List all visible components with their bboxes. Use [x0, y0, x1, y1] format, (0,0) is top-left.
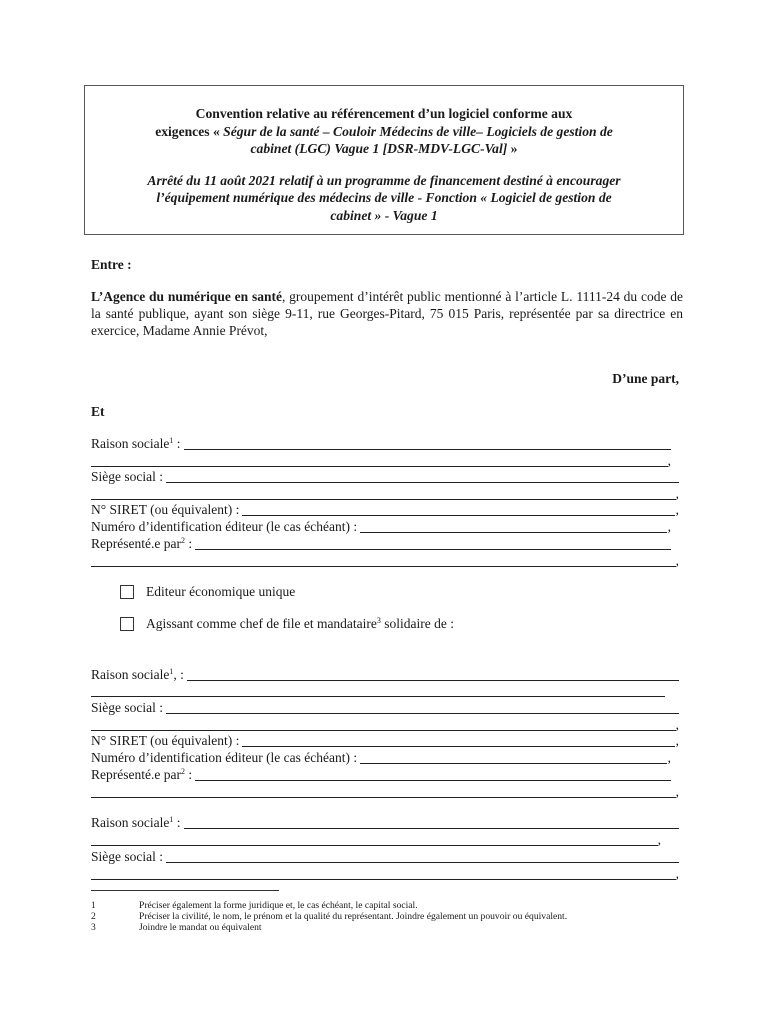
raison-sociale-continuation[interactable]: , [91, 452, 671, 469]
represente-field[interactable]: Représenté.e par$^2$ : [91, 535, 671, 552]
raison-sociale-field[interactable]: Raison sociale$^1$ : [91, 435, 671, 452]
title-line-2: exigences « Ségur de la santé – Couloir Médecins de ville– Logiciels de gestion de [155, 123, 613, 139]
editeur-unique-label: Editeur économique unique [146, 583, 296, 599]
raison-sociale-3-continuation[interactable]: , [91, 831, 661, 848]
represente-2-continuation[interactable]: , [91, 783, 679, 800]
arrete-line-3: cabinet » - Vague 1 [330, 207, 438, 223]
siege-social-2-field[interactable]: Siège social : [91, 699, 679, 716]
chef-de-file-checkbox[interactable] [120, 617, 134, 631]
footnote-1: 1 Préciser également la forme juridique et, le cas échéant, le capital social. [91, 900, 418, 911]
editeur-unique-checkbox[interactable] [120, 585, 134, 599]
represente-2-field[interactable]: Représenté.e par$^2$ : [91, 766, 671, 783]
arrete-line-2: l’équipement numérique des médecins de ville - Fonction « Logiciel de gestion de [156, 190, 612, 205]
footnote-separator [91, 890, 279, 891]
siret-field[interactable]: N° SIRET (ou équivalent) : , [91, 502, 679, 517]
represente-continuation[interactable]: , [91, 552, 679, 569]
siege-social-2-continuation[interactable]: , [91, 716, 679, 733]
chef-de-file-option[interactable] [120, 615, 454, 632]
raison-sociale-2-continuation[interactable] [91, 682, 665, 699]
agence-text: , groupement d’intérêt public mentionné à l’article L. 1111-24 du code de la santé publique, ayant son siège 9-11, rue Georges-Pitard, 75 015 Paris, représentée par sa directrice en exercice, Madame Annie Prévot, [91, 289, 683, 338]
agence-paragraph [91, 288, 683, 339]
et-label: Et [91, 404, 105, 419]
siret-2-field[interactable]: N° SIRET (ou équivalent) : , [91, 733, 679, 748]
agence-name: L’Agence du numérique en santé [91, 289, 282, 304]
footnote-2: 2 Préciser la civilité, le nom, le prénom et la qualité du représentant. Joindre également un pouvoir ou équivalent. [91, 911, 568, 922]
title-line-3: cabinet (LGC) Vague 1 [DSR-MDV-LGC-Val] » [250, 141, 518, 156]
d-une-part: D’une part, [612, 371, 679, 386]
raison-sociale-3-field[interactable]: Raison sociale$^1$ : [91, 814, 679, 831]
raison-sociale-2-field[interactable]: Raison sociale$^1$, : [91, 666, 679, 683]
siege-social-field[interactable]: Siège social : [91, 468, 679, 485]
title-text [99, 105, 669, 224]
title-box [84, 85, 684, 235]
numero-editeur-2-field[interactable]: Numéro d’identification éditeur (le cas échéant) : , [91, 750, 671, 765]
entre-label: Entre : [91, 257, 132, 272]
siege-social-continuation[interactable]: , [91, 485, 679, 502]
siege-social-3-field[interactable]: Siège social : [91, 848, 679, 865]
numero-editeur-field[interactable]: Numéro d’identification éditeur (le cas échéant) : , [91, 519, 671, 534]
title-line-1: Convention relative au référencement d’un logiciel conforme aux [195, 106, 573, 121]
arrete-line-1: Arrêté du 11 août 2021 relatif à un programme de financement destiné à encourager [147, 172, 621, 188]
siege-social-3-continuation[interactable]: , [91, 865, 679, 882]
editeur-unique-option[interactable] [120, 583, 295, 600]
chef-de-file-label: Agissant comme chef de file et mandataire$^3$ solidaire de : [146, 615, 455, 631]
footnote-3: 3 Joindre le mandat ou équivalent [91, 922, 262, 933]
